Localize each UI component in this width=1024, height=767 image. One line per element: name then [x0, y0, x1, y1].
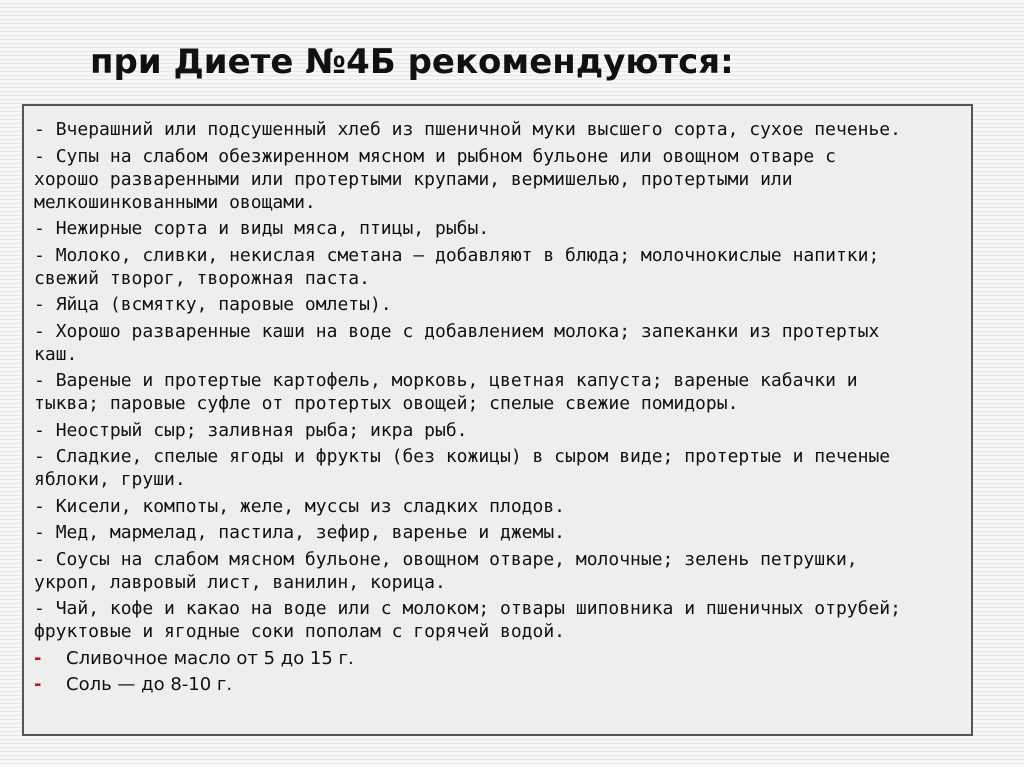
- item-text: Яйца (всмятку, паровые омлеты).: [55, 294, 392, 315]
- list-item-sweets: [34, 521, 961, 544]
- dash-marker: -: [34, 495, 45, 517]
- item-text: Неострый сыр; заливная рыба; икра рыб.: [55, 419, 468, 441]
- red-dash-marker: -: [34, 647, 42, 669]
- item-text: Сладкие, спелые ягоды и фрукты (без кожицы) в сыром виде; протертые и печеные: [55, 446, 891, 467]
- item-text: каш.: [34, 343, 78, 365]
- item-text: Соусы на слабом мясном бульоне, овощном отваре, молочные; зелень петрушки,: [55, 548, 858, 570]
- item-text: яблоки, груши.: [34, 469, 186, 490]
- dash-marker: -: [34, 548, 45, 570]
- item-text: Нежирные сорта и виды мяса, птицы, рыбы.: [55, 218, 490, 239]
- list-item-eggs: [34, 293, 961, 316]
- page-title: при Диете №4Б рекомендуются:: [90, 42, 734, 82]
- dash-marker: -: [34, 598, 45, 619]
- list-item-fruits: [34, 445, 961, 491]
- item-text: свежий творог, творожная паста.: [34, 267, 370, 289]
- item-text: Хорошо разваренные каши на воде с добавлением молока; запеканки из протертых: [55, 320, 880, 342]
- item-text: Соль — до 8-10 г.: [66, 674, 233, 695]
- dash-marker: -: [34, 119, 45, 140]
- list-item-porridge: [34, 320, 961, 366]
- list-item-bread: [34, 118, 961, 141]
- dash-marker: -: [34, 370, 45, 391]
- item-text: Кисели, компоты, желе, муссы из сладких плодов.: [55, 495, 566, 517]
- item-text: фруктовые и ягодные соки пополам с горячей водой.: [34, 621, 566, 642]
- list-item-vegetables: [34, 369, 961, 415]
- item-text: Чай, кофе и какао на воде или с молоком; отвары шиповника и пшеничных отрубей;: [55, 598, 901, 619]
- item-text: хорошо разваренными или протертыми крупами, вермишелью, протертыми или: [34, 168, 793, 190]
- item-text: мелкошинкованными овощами.: [34, 191, 316, 213]
- dash-marker: -: [34, 419, 45, 441]
- item-text: Супы на слабом обезжиренном мясном и рыбном бульоне или овощном отваре с: [55, 145, 836, 167]
- recommendations-list: [34, 118, 961, 696]
- dash-marker: -: [34, 244, 45, 266]
- item-text: Сливочное масло от 5 до 15 г.: [66, 647, 354, 669]
- dash-marker: -: [34, 294, 45, 315]
- list-item-meat: [34, 217, 961, 240]
- list-item-butter: [34, 647, 961, 670]
- dash-marker: -: [34, 446, 45, 467]
- dash-marker: -: [34, 522, 45, 543]
- item-text: укроп, лавровый лист, ванилин, корица.: [34, 571, 446, 593]
- dash-marker: -: [34, 320, 45, 342]
- item-text: Молоко, сливки, некислая сметана — добавляют в блюда; молочнокислые напитки;: [55, 244, 880, 266]
- item-text: Вареные и протертые картофель, морковь, цветная капуста; вареные кабачки и: [55, 370, 858, 391]
- item-text: Вчерашний или подсушенный хлеб из пшеничной муки высшего сорта, сухое печенье.: [55, 119, 901, 140]
- dash-marker: -: [34, 145, 45, 167]
- list-item-kissels: [34, 495, 961, 518]
- list-item-soups: [34, 145, 961, 214]
- item-text: Мед, мармелад, пастила, зефир, варенье и джемы.: [55, 522, 566, 543]
- recommendations-box: [22, 104, 973, 736]
- list-item-cheese: [34, 419, 961, 442]
- item-text: тыква; паровые суфле от протертых овощей; спелые свежие помидоры.: [34, 393, 739, 414]
- list-item-drinks: [34, 597, 961, 643]
- list-item-salt: [34, 673, 961, 696]
- red-dash-marker: -: [34, 674, 42, 695]
- dash-marker: -: [34, 218, 45, 239]
- list-item-sauces: [34, 548, 961, 594]
- list-item-dairy: [34, 244, 961, 290]
